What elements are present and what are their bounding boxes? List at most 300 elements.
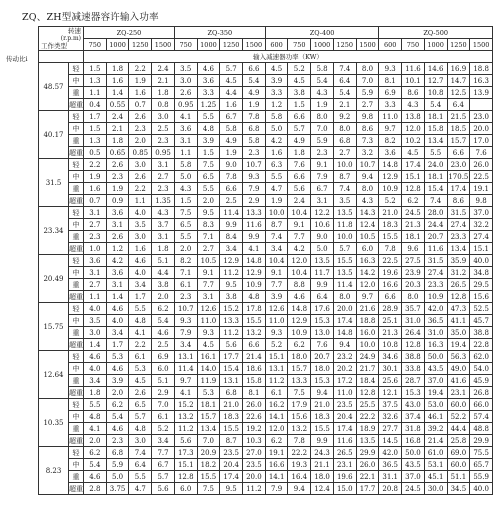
power-value-cell: 6.2	[106, 399, 129, 411]
power-value-cell: 1.5	[84, 63, 107, 75]
power-value-cell: 4.8	[129, 423, 152, 435]
power-value-cell: 4.6	[129, 255, 152, 267]
power-value-cell: 16.3	[470, 75, 493, 87]
power-value-cell: 26.5	[447, 279, 470, 291]
power-value-cell: 12.4	[311, 483, 334, 495]
power-value-cell: 14.7	[447, 75, 470, 87]
power-value-cell: 40.0	[470, 255, 493, 267]
power-value-cell: 4.2	[106, 255, 129, 267]
power-value-cell: 2.3	[243, 147, 266, 159]
power-value-cell: 1.1	[84, 291, 107, 303]
power-value-cell: 7.1	[174, 267, 197, 279]
power-value-cell: 43.0	[402, 399, 425, 411]
power-value-cell: 12.8	[402, 339, 425, 351]
power-value-cell: 13.0	[311, 327, 334, 339]
table-row	[39, 207, 493, 219]
power-value-cell: 15.5	[333, 255, 356, 267]
power-value-cell: 2.4	[152, 63, 175, 75]
power-value-cell: 6.9	[152, 351, 175, 363]
speed-header-cell: 600	[379, 39, 402, 51]
power-value-cell: 5.0	[265, 123, 288, 135]
power-value-cell: 17.4	[402, 159, 425, 171]
condition-label: 工作类型	[41, 41, 67, 50]
power-value-cell: 1.6	[84, 183, 107, 195]
power-value-cell: 8.2	[379, 135, 402, 147]
power-value-cell: 10.7	[243, 159, 266, 171]
power-value-cell: 20.7	[311, 351, 334, 363]
duty-type-cell: 超重	[69, 196, 83, 205]
power-value-cell: 3.9	[106, 375, 129, 387]
power-value-cell: 15.5	[243, 315, 266, 327]
power-value-cell: 46.1	[424, 411, 447, 423]
speed-header-cell: 1500	[356, 39, 379, 51]
power-value-cell: 1.6	[220, 99, 243, 111]
power-value-cell: 8.0	[402, 291, 425, 303]
table-row	[39, 159, 493, 171]
power-value-cell: 4.5	[220, 75, 243, 87]
table-row	[39, 267, 493, 279]
power-value-cell: 13.5	[356, 435, 379, 447]
power-value-cell: 10.4	[288, 207, 311, 219]
power-value-cell: 3.8	[152, 279, 175, 291]
power-value-cell: 32.6	[379, 411, 402, 423]
ratio-axis-label: 传动比i	[6, 55, 28, 63]
power-value-cell: 5.8	[311, 63, 334, 75]
power-value-cell: 3.1	[84, 207, 107, 219]
power-value-cell: 3.8	[220, 291, 243, 303]
speed-header-cell: 1500	[152, 39, 175, 51]
power-value-cell: 45.9	[470, 375, 493, 387]
power-value-cell: 44.4	[447, 423, 470, 435]
power-value-cell: 15.7	[197, 411, 220, 423]
power-value-cell: 9.1	[311, 159, 334, 171]
power-value-cell: 2.8	[84, 483, 107, 495]
power-value-cell: 5.5	[174, 231, 197, 243]
power-value-cell: 9.3	[197, 327, 220, 339]
duty-type-cell: 中	[69, 219, 84, 231]
power-value-cell: 18.1	[424, 111, 447, 123]
power-value-cell: 0.8	[152, 99, 175, 111]
power-value-cell: 11.2	[220, 327, 243, 339]
power-value-cell: 18.2	[197, 459, 220, 471]
power-value-cell: 9.8	[470, 195, 493, 207]
power-value-cell: 3.0	[174, 75, 197, 87]
table-row	[39, 147, 493, 159]
table-row	[39, 423, 493, 435]
power-value-cell: 0.9	[106, 195, 129, 207]
power-value-cell: 1.7	[106, 339, 129, 351]
power-value-cell: 1.8	[106, 135, 129, 147]
power-value-cell: 6.0	[152, 363, 175, 375]
power-value-cell: 6.4	[447, 99, 470, 111]
power-value-cell: 15.5	[311, 423, 334, 435]
power-value-cell: 11.2	[243, 483, 266, 495]
power-value-cell: 66.0	[470, 399, 493, 411]
power-value-cell: 13.5	[333, 207, 356, 219]
duty-type-cell: 重	[69, 231, 84, 243]
power-value-cell: 14.5	[379, 435, 402, 447]
power-value-cell: 19.1	[265, 447, 288, 459]
power-value-cell: 3.5	[129, 219, 152, 231]
power-value-cell: 12.0	[356, 279, 379, 291]
power-value-cell: 6.5	[129, 399, 152, 411]
power-value-cell: 11.8	[333, 219, 356, 231]
power-value-cell: 21.1	[311, 459, 334, 471]
speed-header-cell: 1000	[197, 39, 220, 51]
power-value-cell: 1.7	[84, 111, 107, 123]
power-value-cell: 10.5	[356, 231, 379, 243]
power-value-cell: 5.0	[106, 471, 129, 483]
power-value-cell: 10.3	[243, 435, 266, 447]
power-value-cell: 45.1	[424, 471, 447, 483]
power-value-cell: 9.9	[243, 231, 266, 243]
power-value-cell: 9.3	[379, 63, 402, 75]
power-value-cell: 12.6	[265, 303, 288, 315]
power-value-cell: 23.9	[402, 267, 425, 279]
power-value-cell: 10.7	[356, 159, 379, 171]
duty-type-cell: 超重	[69, 100, 83, 109]
power-value-cell: 14.8	[333, 327, 356, 339]
power-value-cell: 31.5	[447, 207, 470, 219]
power-value-cell: 6.3	[265, 159, 288, 171]
power-value-cell: 20.4	[333, 411, 356, 423]
power-value-cell: 5.2	[379, 195, 402, 207]
power-value-cell: 49.0	[447, 363, 470, 375]
power-value-cell: 4.8	[84, 411, 107, 423]
power-value-cell: 9.2	[333, 111, 356, 123]
power-value-cell: 1.9	[106, 183, 129, 195]
speed-header-cell: 1250	[447, 39, 470, 51]
power-value-cell: 5.4	[311, 75, 334, 87]
power-value-cell: 13.3	[243, 207, 266, 219]
power-value-cell: 6.6	[447, 147, 470, 159]
table-row	[39, 255, 493, 267]
power-value-cell: 2.5	[220, 195, 243, 207]
power-value-cell: 7.9	[243, 183, 266, 195]
power-value-cell: 6.7	[220, 111, 243, 123]
power-value-cell: 5.6	[152, 483, 175, 495]
power-value-cell: 1.7	[129, 291, 152, 303]
power-value-cell: 7.6	[288, 159, 311, 171]
power-value-cell: 9.4	[356, 171, 379, 183]
power-value-cell: 2.2	[129, 63, 152, 75]
power-value-cell: 3.6	[197, 75, 220, 87]
power-value-cell: 17.4	[333, 423, 356, 435]
power-value-cell: 0.55	[106, 99, 129, 111]
power-value-cell: 1.9	[243, 99, 266, 111]
power-value-cell: 5.4	[152, 315, 175, 327]
power-value-cell: 2.1	[152, 75, 175, 87]
power-value-cell: 9.4	[333, 339, 356, 351]
duty-type-cell: 超重	[69, 148, 83, 157]
power-value-cell: 2.6	[129, 171, 152, 183]
power-value-cell: 31.8	[402, 423, 425, 435]
power-value-cell: 3.4	[220, 243, 243, 255]
power-value-cell: 6.0	[174, 483, 197, 495]
power-value-cell: 4.5	[197, 339, 220, 351]
power-value-cell: 1.4	[106, 87, 129, 99]
power-value-cell: 3.0	[129, 435, 152, 447]
power-value-cell: 9.7	[174, 375, 197, 387]
power-value-cell: 3.4	[84, 375, 107, 387]
power-value-cell: 11.4	[333, 279, 356, 291]
table-row	[39, 75, 493, 87]
power-value-cell: 1.4	[84, 339, 107, 351]
power-value-cell: 26.5	[333, 447, 356, 459]
power-value-cell: 11.0	[333, 387, 356, 399]
power-value-cell: 31.1	[379, 471, 402, 483]
power-value-cell: 18.1	[424, 171, 447, 183]
power-value-cell: 69.0	[447, 447, 470, 459]
power-value-cell: 23.0	[470, 111, 493, 123]
power-value-cell: 14.2	[356, 267, 379, 279]
power-value-cell: 7.5	[174, 207, 197, 219]
power-value-cell: 41.6	[447, 375, 470, 387]
power-value-cell: 4.3	[174, 183, 197, 195]
power-value-cell: 21.4	[243, 351, 266, 363]
power-value-cell: 2.1	[333, 99, 356, 111]
table-row	[39, 351, 493, 363]
power-value-cell: 10.0	[333, 159, 356, 171]
power-value-cell: 5.4	[333, 87, 356, 99]
table-row	[39, 411, 493, 423]
table-header	[39, 27, 493, 63]
power-value-cell: 9.5	[220, 279, 243, 291]
power-value-cell: 21.3	[402, 219, 425, 231]
power-value-cell: 7.4	[424, 195, 447, 207]
power-value-cell: 11.6	[402, 63, 425, 75]
power-value-cell: 9.9	[311, 435, 334, 447]
power-value-cell: 6.2	[288, 339, 311, 351]
power-value-cell: 21.3	[379, 327, 402, 339]
power-value-cell: 37.5	[379, 399, 402, 411]
power-value-cell: 1.9	[220, 147, 243, 159]
power-value-cell: 6.6	[243, 339, 266, 351]
power-value-cell: 23.5	[220, 447, 243, 459]
power-value-cell: 10.0	[356, 339, 379, 351]
power-value-cell: 12.9	[379, 171, 402, 183]
power-value-cell: 15.4	[220, 363, 243, 375]
table-row	[39, 99, 493, 111]
power-value-cell: 10.1	[402, 75, 425, 87]
power-value-cell: 29.9	[356, 447, 379, 459]
power-value-cell: 0.95	[152, 147, 175, 159]
power-value-cell: 19.6	[379, 267, 402, 279]
power-value-cell: 53.1	[424, 459, 447, 471]
power-value-cell: 1.5	[288, 99, 311, 111]
power-value-cell: 51.1	[447, 471, 470, 483]
power-value-cell: 2.1	[106, 123, 129, 135]
speed-header-cell: 750	[174, 39, 197, 51]
power-value-cell: 5.9	[106, 459, 129, 471]
power-value-cell: 6.2	[265, 435, 288, 447]
duty-type-cell: 中	[69, 267, 84, 279]
power-value-cell: 7.1	[197, 231, 220, 243]
power-value-cell: 38.8	[470, 327, 493, 339]
power-value-cell: 35.7	[402, 303, 425, 315]
power-value-cell: 13.2	[288, 423, 311, 435]
power-value-cell: 5.1	[152, 375, 175, 387]
power-value-cell: 9.3	[174, 315, 197, 327]
power-value-cell: 30.1	[379, 363, 402, 375]
power-value-cell: 19.4	[447, 339, 470, 351]
power-value-cell: 1.9	[84, 171, 107, 183]
power-value-cell: 4.3	[152, 207, 175, 219]
table-row	[39, 375, 493, 387]
power-value-cell: 20.7	[424, 231, 447, 243]
power-value-cell: 7.0	[311, 123, 334, 135]
power-value-cell: 15.8	[424, 123, 447, 135]
power-value-cell: 3.5	[174, 63, 197, 75]
power-value-cell: 0.65	[106, 147, 129, 159]
power-value-cell: 3.1	[152, 231, 175, 243]
power-value-cell: 9.6	[402, 243, 425, 255]
power-value-cell: 6.7	[311, 183, 334, 195]
power-value-cell: 3.0	[84, 327, 107, 339]
power-value-cell: 9.1	[197, 267, 220, 279]
power-value-cell: 6.5	[174, 219, 197, 231]
power-value-cell: 4.6	[84, 351, 107, 363]
power-value-cell: 7.6	[311, 339, 334, 351]
power-value-cell: 4.9	[243, 87, 266, 99]
power-value-cell: 1.1	[84, 87, 107, 99]
power-value-cell: 20.8	[379, 483, 402, 495]
speed-header-cell: 1500	[470, 39, 493, 51]
power-value-cell: 3.0	[152, 111, 175, 123]
power-value-cell: 1.2	[265, 99, 288, 111]
power-value-cell: 1.6	[129, 87, 152, 99]
power-value-cell: 16.0	[356, 327, 379, 339]
power-value-cell: 9.4	[288, 483, 311, 495]
power-value-cell: 3.1	[106, 219, 129, 231]
power-value-cell: 27.4	[424, 267, 447, 279]
table-row	[39, 483, 493, 495]
power-value-cell: 4.3	[356, 195, 379, 207]
power-value-cell: 16.3	[356, 255, 379, 267]
power-value-cell: 4.3	[311, 87, 334, 99]
power-value-cell: 31.0	[424, 327, 447, 339]
power-value-cell: 4.7	[265, 183, 288, 195]
power-value-cell: 2.0	[174, 243, 197, 255]
power-value-cell: 2.6	[129, 111, 152, 123]
power-value-cell: 3.8	[288, 87, 311, 99]
power-value-cell: 16.6	[265, 459, 288, 471]
power-value-cell: 13.4	[447, 243, 470, 255]
power-value-cell: 13.9	[470, 87, 493, 99]
power-value-cell: 3.9	[197, 135, 220, 147]
power-value-cell: 11.2	[220, 267, 243, 279]
power-value-cell: 1.1	[129, 195, 152, 207]
power-value-cell: 6.7	[152, 459, 175, 471]
duty-type-cell: 超重	[69, 244, 83, 253]
power-value-cell: 32.2	[470, 219, 493, 231]
power-value-cell: 24.0	[424, 159, 447, 171]
power-value-cell: 57.4	[470, 411, 493, 423]
power-value-cell: 23.3	[424, 279, 447, 291]
power-value-cell: 26.0	[470, 159, 493, 171]
power-value-cell: 7.4	[129, 447, 152, 459]
power-value-cell: 17.2	[333, 375, 356, 387]
power-value-cell: 9.9	[220, 219, 243, 231]
power-value-cell: 14.8	[288, 303, 311, 315]
power-value-cell: 12.8	[402, 183, 425, 195]
power-value-cell: 9.3	[265, 327, 288, 339]
power-value-cell: 13.1	[265, 363, 288, 375]
power-value-cell: 20.0	[243, 471, 266, 483]
header-corner	[39, 27, 84, 51]
ratio-cell: 15.75	[39, 303, 69, 351]
table-row	[39, 339, 493, 351]
power-value-cell: 15.1	[470, 243, 493, 255]
power-value-cell: 5.9	[356, 87, 379, 99]
power-label: 输入减速器功率（KW）	[84, 51, 493, 63]
power-value-cell: 4.6	[106, 303, 129, 315]
power-value-cell: 7.8	[288, 435, 311, 447]
power-value-cell: 4.1	[174, 387, 197, 399]
power-value-cell: 31.5	[424, 255, 447, 267]
power-value-cell: 56.3	[447, 351, 470, 363]
power-value-cell: 2.2	[129, 183, 152, 195]
duty-type-cell: 轻	[69, 303, 84, 315]
power-value-cell: 2.0	[129, 135, 152, 147]
power-value-cell: 12.9	[288, 315, 311, 327]
power-value-cell: 5.6	[288, 183, 311, 195]
power-value-cell: 31.0	[402, 315, 425, 327]
power-value-cell: 4.5	[402, 147, 425, 159]
power-value-cell: 7.4	[333, 183, 356, 195]
power-value-cell: 9.5	[197, 207, 220, 219]
speed-header-cell: 1000	[311, 39, 334, 51]
duty-type-cell: 中	[69, 123, 84, 135]
power-value-cell: 6.8	[106, 447, 129, 459]
power-value-cell: 15.4	[424, 183, 447, 195]
table-row	[39, 87, 493, 99]
power-value-cell: 43.5	[424, 363, 447, 375]
ratio-cell: 48.57	[39, 63, 69, 111]
power-value-cell: 14.1	[265, 411, 288, 423]
model-header-zq500: ZQ-500	[379, 27, 493, 39]
power-value-cell: 4.8	[129, 315, 152, 327]
speed-header-cell: 750	[402, 39, 425, 51]
power-value-cell: 7.5	[197, 159, 220, 171]
power-value-cell: 10.9	[424, 291, 447, 303]
power-value-cell: 8.7	[333, 171, 356, 183]
power-value-cell: 22.2	[288, 447, 311, 459]
power-value-cell: 170.5	[448, 172, 469, 181]
power-value-cell: 7.6	[470, 147, 493, 159]
power-value-cell: 10.9	[379, 183, 402, 195]
power-value-cell: 5.3	[129, 363, 152, 375]
power-value-cell: 5.2	[288, 63, 311, 75]
power-value-cell: 2.7	[197, 243, 220, 255]
power-value-cell: 25.1	[379, 315, 402, 327]
power-value-cell: 14.3	[356, 207, 379, 219]
power-value-cell: 6.1	[152, 411, 175, 423]
power-value-cell: 18.1	[197, 399, 220, 411]
power-value-cell: 52.5	[470, 303, 493, 315]
power-value-cell: 5.5	[197, 111, 220, 123]
power-value-cell: 4.3	[402, 99, 425, 111]
power-value-cell: 6.6	[288, 171, 311, 183]
power-value-cell: 7.0	[152, 399, 175, 411]
power-value-cell: 5.3	[197, 387, 220, 399]
power-value-cell: 11.0	[265, 315, 288, 327]
power-value-cell: 3.6	[379, 147, 402, 159]
power-value-cell: 0.5	[84, 147, 107, 159]
power-value-cell: 6.9	[379, 87, 402, 99]
table-row	[39, 435, 493, 447]
power-value-cell: 1.8	[152, 243, 175, 255]
